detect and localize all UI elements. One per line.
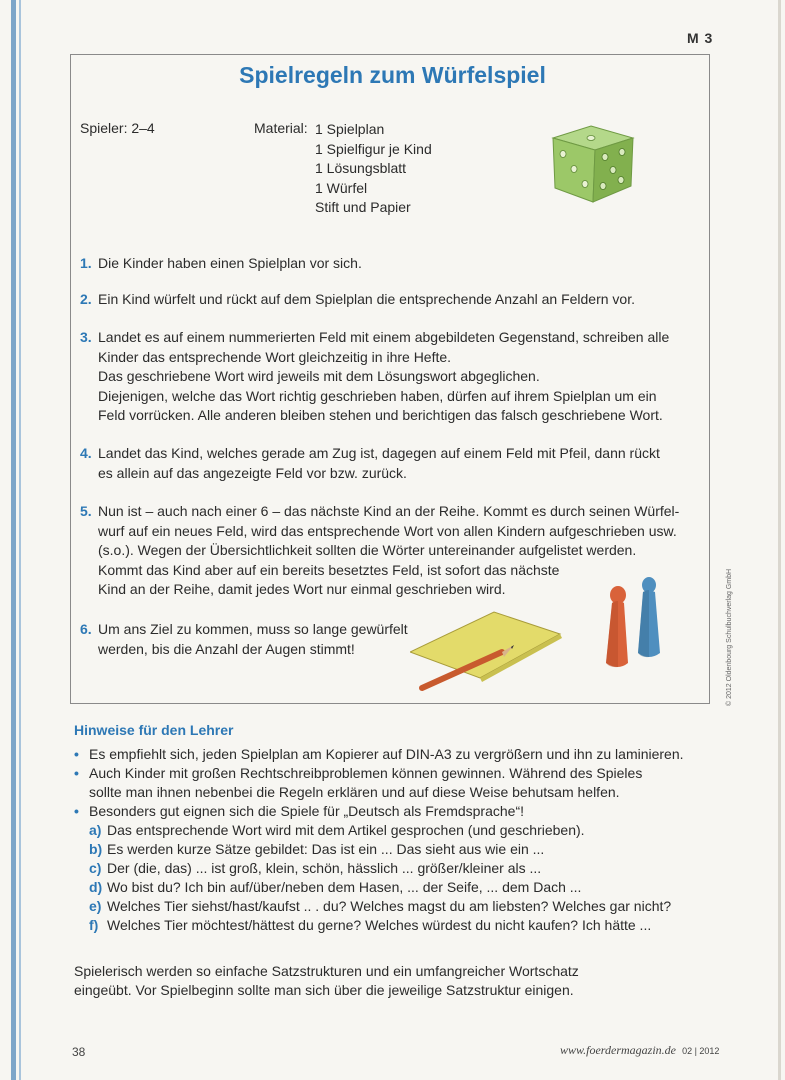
rule-text: Diejenigen, welche das Wort richtig geschrieben haben, dürfen auf ihrem Spielplan um ein [98,387,657,404]
note-sub-item [74,916,724,935]
note-bullet [74,745,724,764]
sub-item-text: Wo bist du? Ich bin auf/über/neben dem Hasen, ... der Seife, ... dem Dach ... [107,879,582,895]
copyright-note: © 2012 Oldenbourg Schulbuchverlag GmbH [726,568,733,706]
rule-item-2 [80,290,700,310]
rule-text: Kinder das entsprechende Wort gleichzeitig in ihre Hefte. [98,348,452,365]
rule-text: Kommt das Kind aber auf ein bereits besetztes Feld, ist sofort das nächste [98,561,560,578]
rule-text: Ein Kind würfelt und rückt auf dem Spielplan die entsprechende Anzahl an Feldern vor. [98,291,635,307]
sub-item-text: Welches Tier möchtest/hättest du gerne? Welches würdest du nicht kaufen? Ich hätte ... [107,917,652,933]
sub-item-letter: b) [89,841,103,857]
rule-number: 5. [80,503,92,519]
bullet-dot: • [74,765,79,781]
page-edge-shadow [778,0,781,1080]
rule-number: 3. [80,329,92,345]
sub-item-letter: f) [89,917,99,933]
sub-item-letter: c) [89,860,102,876]
page-spine-stripe [11,0,16,1080]
closing-paragraph [74,962,579,1000]
page-number: 38 [72,1045,86,1059]
note-sub-item [74,897,724,916]
sub-item-text: Das entsprechende Wort wird mit dem Artikel gesprochen (und geschrieben). [107,822,585,838]
footer-issue: 02 | 2012 [682,1046,720,1056]
sub-item-letter: e) [89,898,102,914]
rule-text: Landet es auf einem nummerierten Feld mit einem abgebildeten Gegenstand, schreiben alle [98,329,670,345]
note-text: sollte man ihnen nebenbei die Regeln erklären und auf diese Weise behutsam helfen. [89,784,620,800]
sub-item-letter: d) [89,879,103,895]
note-bullet [74,764,724,802]
sub-item-text: Der (die, das) ... ist groß, klein, schön, hässlich ... größer/kleiner als ... [107,860,542,876]
material-item: 1 Spielplan [315,121,385,137]
rule-number: 1. [80,255,92,271]
bullet-dot: • [74,803,79,819]
footer [560,1043,719,1058]
rule-text: Um ans Ziel zu kommen, muss so lange gewürfelt [98,621,408,637]
note-sub-item [74,840,724,859]
closing-text: Spielerisch werden so einfache Satzstrukturen und ein umfangreicher Wortschatz [74,963,579,979]
rule-text: Nun ist – auch nach einer 6 – das nächste Kind an der Reihe. Kommt es durch seinen Würfel- [98,503,680,519]
rule-number: 2. [80,291,92,307]
green-die-icon [545,122,637,208]
material-item: Stift und Papier [315,199,411,215]
rule-text: Kind an der Reihe, damit jedes Wort nur einmal geschrieben wird. [98,581,506,597]
rule-item-6 [80,620,440,659]
material-item: 1 Lösungsblatt [315,160,407,176]
material-item: 1 Würfel [315,179,368,196]
teacher-notes-list [74,745,724,935]
rule-text: werden, bis die Anzahl der Augen stimmt! [98,640,355,657]
rule-number: 4. [80,445,92,461]
closing-text: eingeübt. Vor Spielbeginn sollte man sich über die jeweilige Satzstruktur einigen. [74,982,574,998]
game-pawns-icon [598,575,668,675]
rule-text: Feld vorrücken. Alle anderen bleiben stehen und berichtigen das falsch geschriebene Wort. [98,407,663,423]
rule-text: Die Kinder haben einen Spielplan vor sich. [98,255,362,271]
material-list [315,120,432,218]
note-text: Besonders gut eignen sich die Spiele für „Deutsch als Fremdsprache“! [89,803,524,819]
rule-item-1 [80,254,700,274]
rule-item-3 [80,328,700,426]
page-title: Spielregeln zum Würfelspiel [239,62,546,88]
note-bullet [74,802,724,821]
paper-pencil-icon [410,596,590,700]
sub-item-text: Es werden kurze Sätze gebildet: Das ist ein ... Das sieht aus wie ein ... [107,841,545,857]
rule-number: 6. [80,621,92,637]
rule-text: es allein auf das angezeigte Feld vor bzw. zurück. [98,464,407,481]
teacher-notes-title: Hinweise für den Lehrer [74,722,234,738]
rule-text: (s.o.). Wegen der Übersichtlichkeit sollten die Wörter untereinander aufgelistet werden. [98,542,637,558]
rule-item-4 [80,444,700,483]
note-sub-item [74,821,724,840]
footer-url[interactable]: www.foerdermagazin.de [560,1043,676,1057]
note-text: Auch Kinder mit großen Rechtschreibproblemen können gewinnen. Während des Spieles [89,765,643,781]
note-sub-item [74,878,724,897]
bullet-dot: • [74,746,79,762]
page-spine-stripe-thin [19,0,21,1080]
material-marker: M 3 [687,30,714,46]
rule-text: Landet das Kind, welches gerade am Zug ist, dagegen auf einem Feld mit Pfeil, dann rückt [98,445,660,461]
material-item: 1 Spielfigur je Kind [315,140,432,157]
sub-item-letter: a) [89,822,102,838]
material-label: Material: [254,120,308,136]
sub-item-text: Welches Tier siehst/hast/kaufst .. . du? Welches magst du am liebsten? Welches gar nicht? [107,898,672,914]
rule-text: Das geschriebene Wort wird jeweils mit dem Lösungswort abgeglichen. [98,368,540,384]
note-sub-item [74,859,724,878]
note-text: Es empfiehlt sich, jeden Spielplan am Kopierer auf DIN-A3 zu vergrößern und ihn zu laminieren. [89,746,684,762]
rule-text: wurf auf ein neues Feld, wird das entsprechende Wort von allen Kindern aufgeschrieben usw. [98,522,677,539]
players-count: Spieler: 2–4 [80,120,155,136]
